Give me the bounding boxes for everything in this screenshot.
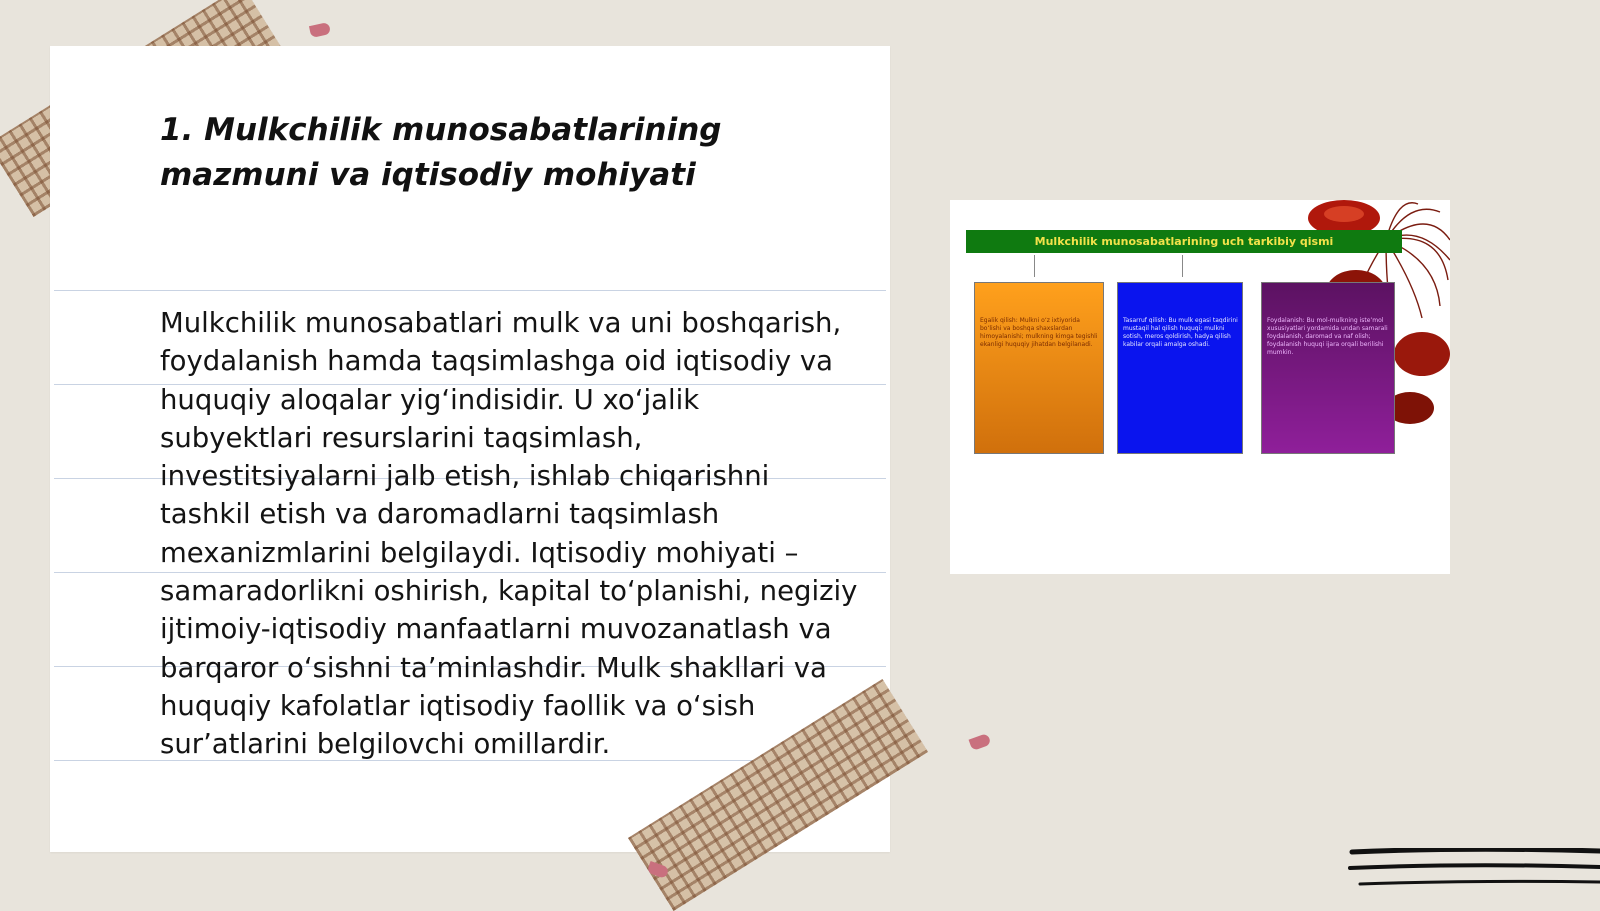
diagram-box-disposal: Tasarruf qilish: Bu mulk egasi taqdirini mustaqil hal qilish huquqi; mulkni sotish, meros qoldirish, hadya qilish kabilar orqali amalga oshadi. <box>1117 282 1243 454</box>
decorative-brush-strokes <box>1348 848 1600 890</box>
slide-title: 1. Mulkchilik munosabatlarining mazmuni va iqtisodiy mohiyati <box>160 112 722 193</box>
tape-tab-top <box>309 22 331 38</box>
ruled-line <box>54 290 886 291</box>
diagram-header: Mulkchilik munosabatlarining uch tarkibiy qismi <box>966 230 1402 253</box>
notepaper-card <box>50 46 890 852</box>
diagram-box-ownership: Egalik qilish: Mulkni o‘z ixtiyorida bo‘lishi va boshqa shaxslardan himoyalanishi; mulkning kimga tegishli ekanligi huquqiy jihatdan belgilanadi. <box>974 282 1104 454</box>
diagram-connector <box>1034 255 1035 277</box>
diagram-figure <box>950 200 1450 574</box>
diagram-connector <box>1182 255 1183 277</box>
slide-body-text: Mulkchilik munosabatlari mulk va uni boshqarish, foydalanish hamda taqsimlashga oid iqtisodiy va huquqiy aloqalar yig‘indisidir. U xo‘jalik subyektlari resurslarini taqsimlash, investitsiyalarni jalb etish, ishlab chiqarishni tashkil etish va daromadlarni taqsimlash mexanizmlarini belgilaydi. Iqtisodiy mohiyati – samaradorlikni oshirish, kapital to‘planishi, negiziy ijtimoiy-iqtisodiy manfaatlarni muvozanatlash va barqaror o‘sishni ta’minlashdir. Mulk shakllari va huquqiy kafolatlar iqtisodiy faollik va o‘sish sur’atlarini belgilovchi omillardir. <box>160 307 858 761</box>
diagram-box-usage: Foydalanish: Bu mol-mulkning iste’mol xususiyatlari yordamida undan samarali foydalanish, daromad va naf olish; foydalanish huquqi ijara orqali berilishi mumkin. <box>1261 282 1395 454</box>
tape-tab-right <box>969 733 992 751</box>
